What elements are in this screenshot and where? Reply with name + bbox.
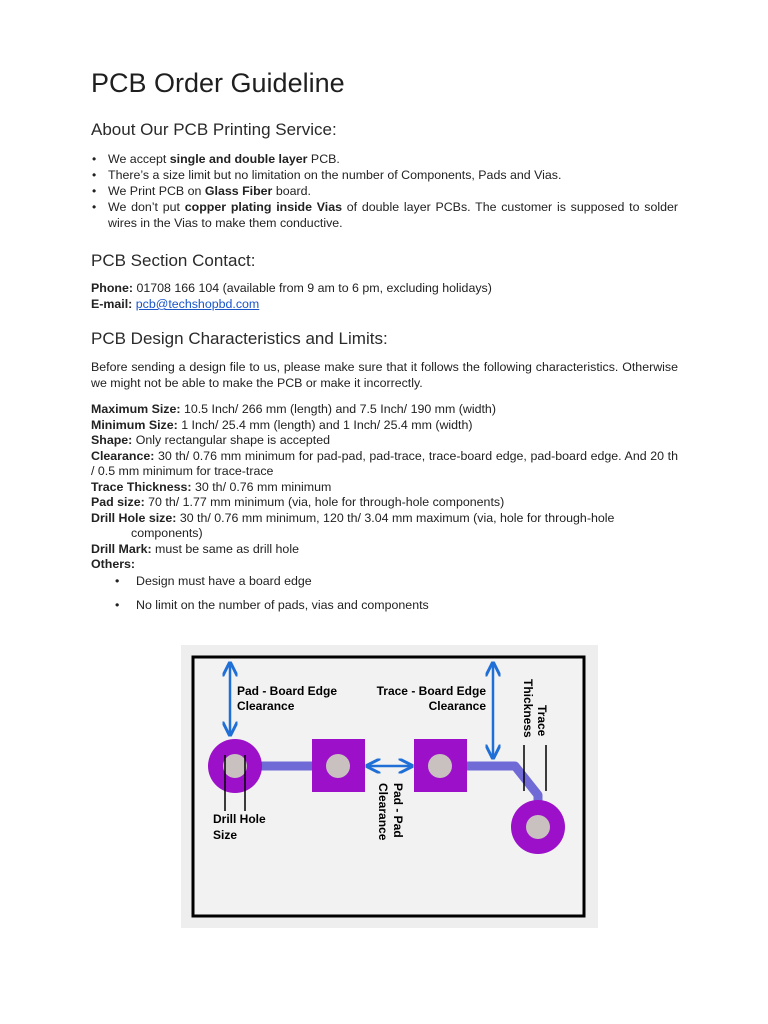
trace-board-edge-label-2: Clearance xyxy=(428,699,486,713)
phone-line: Phone: 01708 166 104 (available from 9 am to 6 pm, excluding holidays) xyxy=(91,281,492,295)
pcb-diagram xyxy=(181,645,598,928)
spec-others: Others: xyxy=(91,557,136,571)
pad-board-edge-label-2: Clearance xyxy=(237,699,295,713)
email-link[interactable]: pcb@techshopbd.com xyxy=(135,297,260,311)
list-item: • Design must have a board edge xyxy=(91,573,678,589)
spec-shape: Shape: Only rectangular shape is accepted xyxy=(91,433,330,447)
spec-min-size: Minimum Size: 1 Inch/ 25.4 mm (length) and 1 Inch/ 25.4 mm (width) xyxy=(91,417,473,432)
trace-thickness-label: Trace xyxy=(535,705,549,737)
spec-clearance: Clearance: 30 th/ 0.76 mm minimum for pad-pad, pad-trace, trace-board edge, pad-board edge. And 20 th / 0.5 mm minimum for trace-trace xyxy=(91,448,678,478)
pad-pad-label-2: Clearance xyxy=(376,783,390,841)
about-heading: About Our PCB Printing Service: xyxy=(91,120,337,139)
contact-heading: PCB Section Contact: xyxy=(91,251,256,270)
contact-block xyxy=(91,280,492,312)
spec-max-size: Maximum Size: 10.5 Inch/ 266 mm (length) and 7.5 Inch/ 190 mm (width) xyxy=(91,402,496,416)
list-item: • We Print PCB on Glass Fiber board. xyxy=(91,183,678,199)
list-item: • We accept single and double layer PCB. xyxy=(91,151,678,167)
pad-pad-label: Pad - Pad xyxy=(391,783,405,838)
trace-thickness-label-2: Thickness xyxy=(521,679,535,738)
drill-hole xyxy=(526,815,550,839)
drill-hole-label-2: Size xyxy=(213,828,238,842)
spec-drill-mark: Drill Mark: must be same as drill hole xyxy=(91,541,299,556)
list-item: • There’s a size limit but no limitation on the number of Components, Pads and Vias. xyxy=(91,167,678,183)
spec-list xyxy=(91,402,678,613)
drill-hole xyxy=(326,754,350,778)
design-intro: Before sending a design file to us, please make sure that it follows the following characteristics. Otherwise we might not be able to make the PCB or make it incorrectly. xyxy=(91,360,678,390)
pad-board-edge-label: Pad - Board Edge xyxy=(237,684,338,698)
others-list xyxy=(91,573,678,613)
list-item: • No limit on the number of pads, vias and components xyxy=(91,597,678,613)
drill-hole-label: Drill Hole xyxy=(213,812,266,826)
spec-trace-thickness: Trace Thickness: 30 th/ 0.76 mm minimum xyxy=(91,479,332,494)
spec-pad-size: Pad size: 70 th/ 1.77 mm minimum (via, hole for through-hole components) xyxy=(91,495,505,509)
drill-hole xyxy=(223,754,247,778)
about-list xyxy=(91,151,678,231)
email-line: E-mail: pcb@techshopbd.com xyxy=(91,297,260,311)
drill-hole xyxy=(428,754,452,778)
design-heading: PCB Design Characteristics and Limits: xyxy=(91,329,388,348)
trace-board-edge-label: Trace - Board Edge xyxy=(376,684,486,698)
list-item: • We don’t put copper plating inside Vias of double layer PCBs. The customer is supposed to solder wires in the Vias to make them conductive. xyxy=(91,199,678,231)
spec-drill-hole: Drill Hole size: 30 th/ 0.76 mm minimum, 120 th/ 3.04 mm maximum (via, hole for through-hole components) xyxy=(91,510,615,540)
page-title: PCB Order Guideline xyxy=(91,68,345,98)
